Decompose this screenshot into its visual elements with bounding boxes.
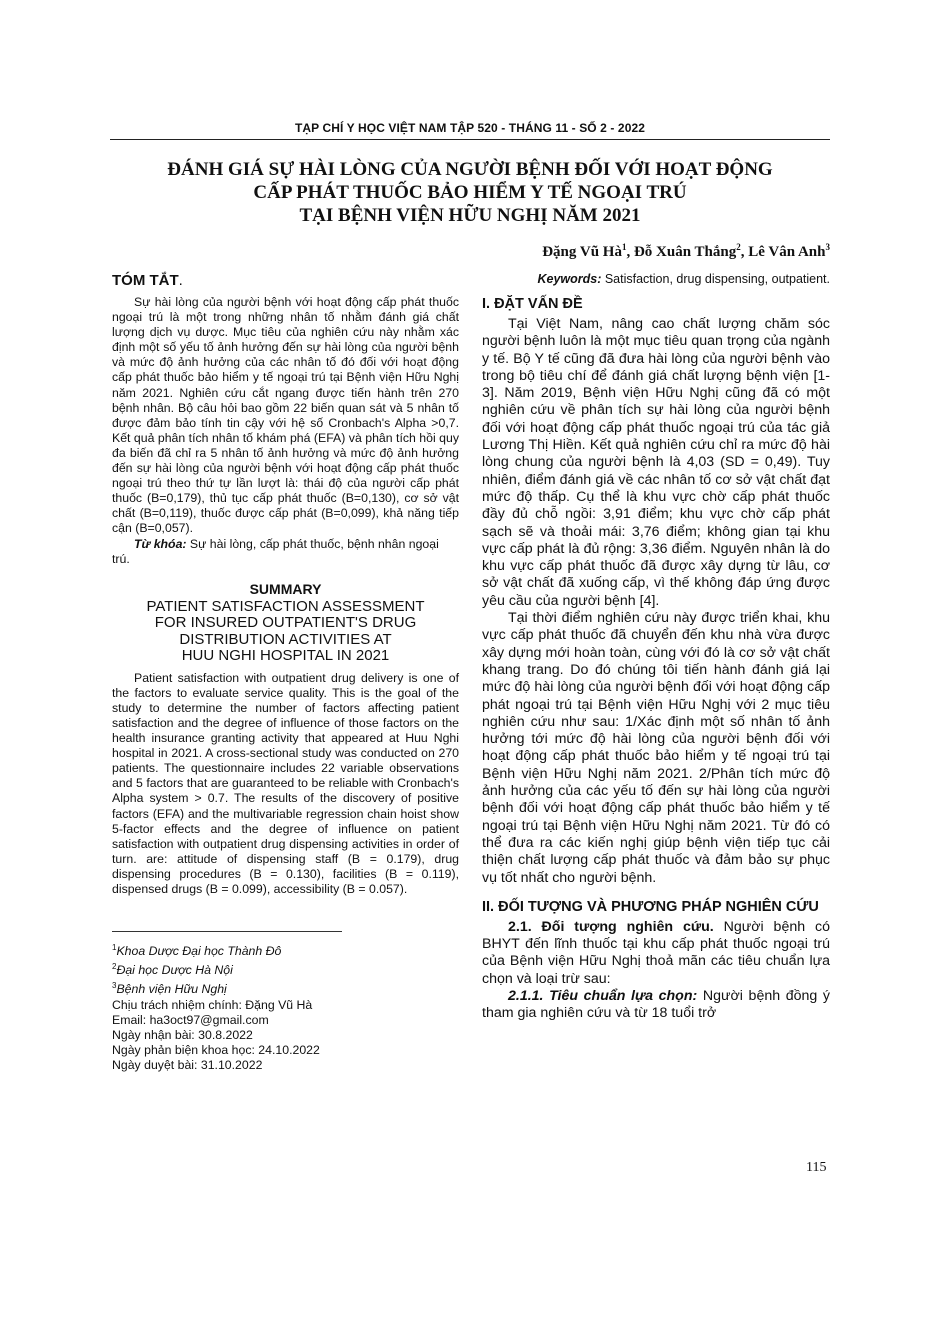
section-2-1-paragraph: 2.1. Đối tượng nghiên cứu. Người bệnh có BHYT đến lĩnh thuốc tại khu cấp phát thuốc ngoại trú của Bệnh viện Hữu Nghị thoả mãn các tiêu chuẩn lựa chọn và loại trừ sau: [482,918,830,987]
english-title [112,599,459,665]
title-line-1: ĐÁNH GIÁ SỰ HÀI LÒNG CỦA NGƯỜI BỆNH ĐỐI VỚI HOẠT ĐỘNG [167,159,773,180]
header-divider [110,139,830,140]
footnote-affiliation-3: $^3$Bệnh viện Hữu Nghị [112,981,227,997]
footnote-accepted-date: Ngày duyệt bài: 31.10.2022 [112,1058,263,1073]
author-name: Đỗ Xuân Thắng [633,244,737,260]
title-line-3: TẠI BỆNH VIỆN HỮU NGHỊ NĂM 2021 [299,205,641,226]
summary-text: Patient satisfaction with outpatient drug delivery is one of the factors to evaluate service quality. This is the goal of the study to determine the number of factors affecting patient satisfaction and the degree of influence of those factors on the health insurance granting activity that appeared at Huu Nghi hospital in 2021. A cross-sectional study was conducted on 270 patients. The questionnaire includes 22 variable observations and 5 factors that are guaranteed to be reliable with Cronbach's Alpha system > 0.7. The results of the discovery of positive factors (EFA) and the multivariable regression chain hoist show 5-factor effects and the degree of influence on patient satisfaction with outpatient drug dispensing activities in order of turn. are: attitude of dispensing staff (B = 0.179), drug dispensing procedures (B = 0.130), facilities (B = 0.119), dispensed drugs (B = 0.099), accessibility (B = 0.057). [112,670,459,896]
author-name: Đặng Vũ Hà [542,244,622,260]
abstract-vi-text: Sự hài lòng của người bệnh với hoạt động cấp phát thuốc ngoại trú là một trong những nhân tố nhằm đánh giá chất lượng dịch vụ dược. Mục tiêu của nghiên cứu này nhằm xác định một số yếu tố ảnh hưởng đến sự hài lòng của người bệnh và mức độ ảnh hưởng của các nhân tố đó đối với hoạt động cấp phát thuốc bảo hiểm y tế ngoại trú tại Bệnh viện Hữu Nghị năm 2021. Nghiên cứu cắt ngang được tiến hành trên 270 bệnh nhân. Bộ câu hỏi bao gồm 22 biến quan sát và 5 nhân tố được đảm bảo tính tin cậy với hệ số Cronbach's Alpha >0,7. Kết quả phân tích nhân tố khám phá (EFA) và phân tích hồi quy đa biến đã chỉ ra 5 nhân tố ảnh hưởng và mức độ ảnh hưởng đến sự hài lòng của người bệnh với hoạt động cấp phát thuốc ngoại trú theo thứ tự lần lượt là: thái độ của người cấp phát thuốc (B=0,179), thủ tục cấp phát thuốc (B=0,130), cơ sở vật chất (B=0,119), thuốc được cấp phát (B=0,099), khả năng tiếp cận (B=0,057). [112,295,459,536]
author-name: Lê Vân Anh [748,244,826,260]
footnote-affiliation-2: $^2$Đại học Dược Hà Nội [112,962,233,978]
section-1-heading: I. ĐẶT VẤN ĐỀ [482,296,583,312]
section-1-paragraph-2: Tại thời điểm nghiên cứu này được triển khai, khu vực cấp phát thuốc đã chuyển đến khu nhà vừa được xây dựng mới hoàn toàn, cùng với đó là cơ sở vật chất khang trang. Do đó chúng tôi tiến hành đánh giá lại mức độ hài lòng của người bệnh đối với hoạt động cấp phát ngoại trú tại Bệnh viện Hữu Nghị với 2 mục tiêu nghiên cứu như sau: 1/Xác định một số nhân tố ảnh hưởng tới mức độ hài lòng của người bệnh đối với hoạt động cấp phát thuốc bảo hiểm y tế ngoại trú tại Bệnh viện Hữu Nghị năm 2021. 2/Phân tích mức độ ảnh hưởng của các yếu tố đến sự hài lòng của người bệnh đối với hoạt động cấp phát thuốc bảo hiểm y tế ngoại trú tại Bệnh viện Hữu Nghị năm 2021. Từ đó có thể đưa ra các kiến nghị giúp bệnh viện tiếp tục cải thiện chất lượng cấp phát thuốc và đảm bảo sự phục vụ tốt nhất cho người bệnh. [482,610,830,886]
subsection-2-1-1-label: 2.1.1. Tiêu chuẩn lựa chọn: [508,987,698,1004]
author-separator: , [740,244,749,260]
author-affiliation-mark: 2 [736,242,741,252]
keywords-vi-text: Sự hài lòng, cấp phát thuốc, bệnh nhân ngoại trú. [112,536,439,566]
abstract-vi-keywords [112,537,459,567]
keywords-en-label: Keywords: [537,272,602,286]
footnote-affiliation-1: $^1$Khoa Dược Đại học Thành Đô [112,943,282,959]
english-title-line-4: HUU NGHI HOSPITAL IN 2021 [181,647,390,665]
footnote-email: Email: ha3oct97@gmail.com [112,1012,269,1027]
summary-heading: SUMMARY [249,580,322,597]
keywords-vi-label: Từ khóa: [134,536,187,551]
article-title [110,158,830,227]
author-list [542,242,830,261]
title-line-2: CẤP PHÁT THUỐC BẢO HIỂM Y TẾ NGOẠI TRÚ [253,182,687,203]
journal-running-header: TẠP CHÍ Y HỌC VIỆT NAM TẬP 520 - THÁNG 11 - SỐ 2 - 2022 [294,121,646,135]
section-2-heading: II. ĐỐI TƯỢNG VÀ PHƯƠNG PHÁP NGHIÊN CỨU [482,898,819,915]
keywords-en-text: Satisfaction, drug dispensing, outpatient. [601,272,830,286]
section-2-1-1-paragraph: 2.1.1. Tiêu chuẩn lựa chọn: Người bệnh đồng ý tham gia nghiên cứu và từ 18 tuổi trở [482,987,831,1022]
section-1-paragraph-1: Tại Việt Nam, nâng cao chất lượng chăm sóc người bệnh luôn là một mục tiêu quan trọng của ngành y tế. Bộ Y tế cũng đã đưa hài lòng của người bệnh vào trong bộ tiêu chí để đánh giá chất lượng bệnh viện [1-3]. Năm 2019, Bệnh viện Hữu Nghị cũng đã có một nghiên cứu về phân tích sự hài lòng của người bệnh đối với hoạt động cấp phát thuốc ngoại trú của tác giả Lương Thị Hiền. Kết quả nghiên cứu chỉ ra mức độ hài lòng chung của người bệnh là 4,03 (SD = 0,49). Tuy nhiên, điểm đánh giá về các nhân tố cơ sở vật chất đạt mức độ thấp. Cụ thể là khu vực chờ cấp phát thuốc đầy đủ chỗ ngồi: 3,91 điểm; khu vực chờ cấp phát sạch sẽ và thoải mái: 3,76 điểm; không gian tại khu vực cấp phát là đủ rộng: 3,36 điểm. Nguyên nhân là do khu vực cấp phát thuốc đã được xây dựng từ lâu, cơ sở vật chất đã xuống cấp, vì thế không đáp ứng được yêu cầu của người bệnh [4]. [482,316,830,609]
subsection-2-1-label: 2.1. Đối tượng nghiên cứu. [508,918,714,935]
footnote-review-date: Ngày phản biện khoa học: 24.10.2022 [112,1042,320,1057]
left-column [112,272,459,1073]
author-affiliation-mark: 1 [621,242,627,252]
author-affiliation-mark: 3 [825,242,830,252]
right-column [482,272,830,1023]
footnote-received-date: Ngày nhận bài: 30.8.2022 [112,1027,253,1042]
english-title-line-1: PATIENT SATISFACTION ASSESSMENT [146,597,425,615]
abstract-vi-heading: TÓM TẮT. [112,272,183,289]
footnote-divider [112,931,342,932]
english-title-line-3: DISTRIBUTION ACTIVITIES AT [179,630,392,648]
author-separator: , [626,244,634,260]
page-number: 115 [806,1160,827,1175]
english-title-line-2: FOR INSURED OUTPATIENT'S DRUG [154,614,417,632]
keywords-en [482,272,830,286]
footnote-corresponding-author: Chịu trách nhiệm chính: Đặng Vũ Hà [112,997,313,1012]
